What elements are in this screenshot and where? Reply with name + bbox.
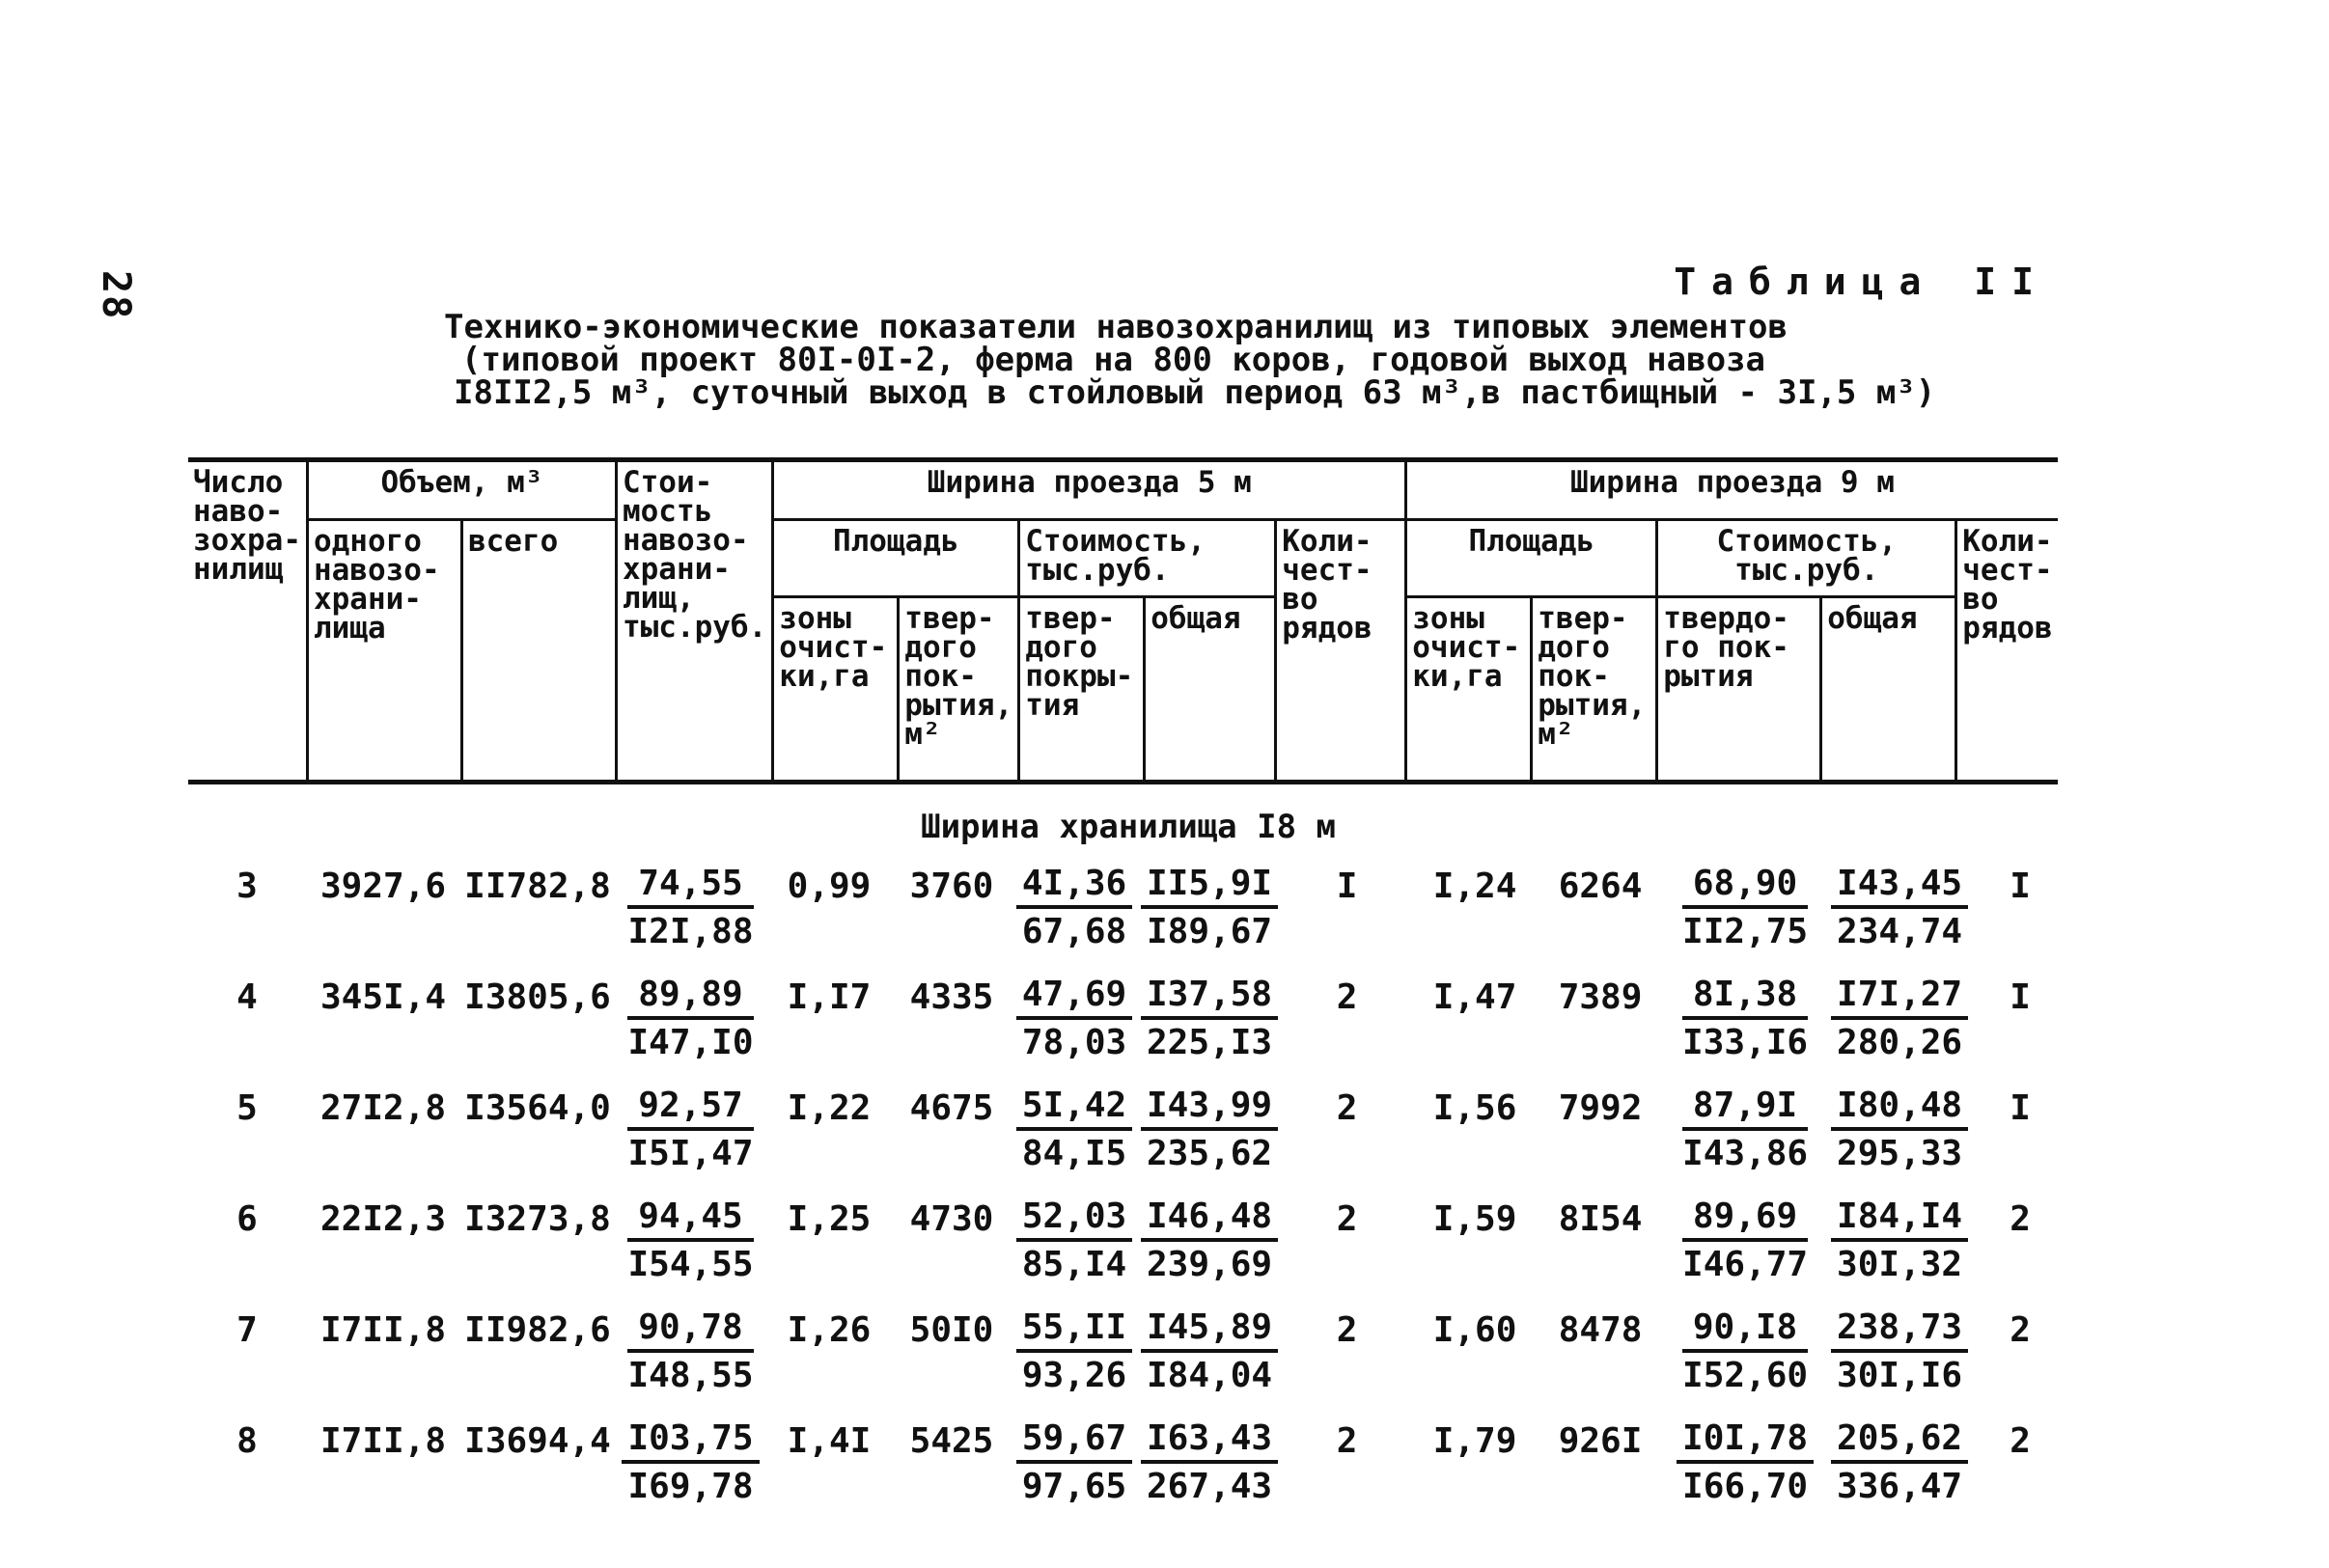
fraction-numerator: 55,II [1016,1307,1132,1353]
header-cost-5: Стоимость, тыс.руб. [1019,520,1276,597]
cell-zone5: 0,99 [787,867,872,906]
cell-fraction [1012,974,1137,1085]
cell-area9: 8478 [1558,1310,1643,1350]
fraction-denominator: 225,I3 [1147,1023,1273,1062]
cell-area9: 7992 [1558,1088,1643,1128]
fraction-denominator: I66,70 [1682,1467,1809,1506]
fraction-denominator: I54,55 [627,1245,754,1284]
fraction-numerator: 94,45 [627,1196,753,1242]
cell-fraction [615,974,766,1085]
cell-area9: 926I [1558,1421,1643,1461]
table-title [425,308,1950,412]
cell-fraction [1012,863,1137,974]
fraction-value [1682,1085,1808,1177]
fraction-value [1831,974,1968,1066]
cell-fraction [1827,1085,1972,1196]
fraction-numerator: 74,55 [627,863,753,909]
cell-zone5: I,I7 [787,977,872,1017]
fraction-denominator: I52,60 [1682,1356,1809,1395]
cell-zone9: I,79 [1432,1421,1517,1461]
cell-zone5: I,22 [787,1088,872,1128]
cell-fraction [1137,1085,1282,1196]
cell-rows9: 2 [2010,1421,2031,1461]
cell-all: I3564,0 [464,1088,611,1128]
cell-all: II982,6 [464,1310,611,1350]
cell-rows5: I [1336,867,1358,906]
fraction-numerator: I46,48 [1141,1196,1278,1242]
cell-rows9: I [2010,867,2031,906]
fraction-value [1682,1196,1808,1288]
fraction-denominator: 280,26 [1837,1023,1963,1062]
header-hard-area-9: твер-дого пок-рытия, м² [1532,597,1657,783]
fraction-value [1141,1307,1278,1399]
fraction-numerator: 87,9I [1682,1085,1808,1131]
fraction-numerator: 5I,42 [1016,1085,1132,1131]
cell-n: 6 [236,1199,258,1239]
header-cost-9: Стоимость, тыс.руб. [1657,520,1956,597]
cell-rows5: 2 [1336,1421,1358,1461]
fraction-numerator: I45,89 [1141,1307,1278,1353]
fraction-numerator: 238,73 [1831,1307,1968,1353]
fraction-value [1831,1307,1968,1399]
table-row [188,863,2068,974]
fraction-numerator: 68,90 [1682,863,1808,909]
fraction-denominator: 235,62 [1147,1134,1273,1173]
cell-rows9: I [2010,1088,2031,1128]
fraction-numerator: 90,I8 [1682,1307,1808,1353]
cell-fraction [1663,1417,1827,1528]
fraction-value [1682,1307,1808,1399]
fraction-numerator: 47,69 [1016,974,1132,1020]
fraction-value [1016,1196,1132,1288]
fraction-denominator: I69,78 [627,1467,754,1506]
fraction-denominator: 295,33 [1837,1134,1963,1173]
header-area-5: Площадь [773,520,1019,597]
cell-area9: 7389 [1558,977,1643,1017]
header-rows-5: Коли-чест-во рядов [1276,520,1406,783]
fraction-denominator: I84,04 [1147,1356,1273,1395]
fraction-value [1682,863,1808,955]
cell-n: 4 [236,977,258,1017]
cell-rows5: 2 [1336,1199,1358,1239]
table-row [188,1307,2068,1417]
fraction-denominator: I89,67 [1147,912,1273,951]
fraction-denominator: I47,I0 [627,1023,754,1062]
cell-fraction [615,863,766,974]
fraction-value [1831,1417,1968,1510]
fraction-value [1016,863,1132,955]
fraction-denominator: 93,26 [1021,1356,1127,1395]
fraction-value [1141,863,1278,955]
cell-area5: 5425 [909,1421,994,1461]
fraction-value [1677,1417,1814,1510]
fraction-numerator: I80,48 [1831,1085,1968,1131]
cell-fraction [615,1085,766,1196]
cell-fraction [615,1307,766,1417]
cell-area5: 4675 [909,1088,994,1128]
table-row [188,1085,2068,1196]
header-total-9: общая [1821,597,1956,783]
cell-fraction [1663,1085,1827,1196]
cell-fraction [1137,974,1282,1085]
cell-fraction [1827,1307,1972,1417]
header-hard-area-5: твер-дого пок-рытия, м² [899,597,1019,783]
fraction-denominator: II2,75 [1682,912,1809,951]
cell-n: 8 [236,1421,258,1461]
header-total-5: общая [1145,597,1276,783]
fraction-denominator: 239,69 [1147,1245,1273,1284]
fraction-denominator: I33,I6 [1682,1023,1809,1062]
fraction-numerator: 89,69 [1682,1196,1808,1242]
cell-fraction [1827,974,1972,1085]
fraction-numerator: 205,62 [1831,1417,1968,1464]
fraction-denominator: 78,03 [1021,1023,1127,1062]
cell-fraction [615,1417,766,1528]
fraction-value [1016,1417,1132,1510]
cell-n: 3 [236,867,258,906]
header-zone-9: зоны очист-ки,га [1406,597,1532,783]
fraction-numerator: I7I,27 [1831,974,1968,1020]
fraction-numerator: 89,89 [627,974,753,1020]
header-area-9: Площадь [1406,520,1657,597]
fraction-numerator: I43,99 [1141,1085,1278,1131]
fraction-numerator: I84,I4 [1831,1196,1968,1242]
cell-fraction [1827,1196,1972,1307]
cell-n: 5 [236,1088,258,1128]
cell-fraction [1827,1417,1972,1528]
header-volume-one: одного навозо-храни-лища [307,520,461,783]
cell-zone9: I,59 [1432,1199,1517,1239]
fraction-denominator: 30I,32 [1837,1245,1963,1284]
fraction-denominator: I46,77 [1682,1245,1809,1284]
fraction-denominator: 30I,I6 [1837,1356,1963,1395]
fraction-value [627,1307,753,1399]
fraction-numerator: I03,75 [622,1417,759,1464]
cell-rows9: 2 [2010,1199,2031,1239]
fraction-value [1016,974,1132,1066]
fraction-value [627,974,753,1066]
fraction-value [1141,1417,1278,1510]
fraction-denominator: I5I,47 [627,1134,754,1173]
cell-one: I7II,8 [319,1310,447,1350]
cell-fraction [615,1196,766,1307]
cell-zone5: I,4I [787,1421,872,1461]
cell-area9: 8I54 [1558,1199,1643,1239]
fraction-value [622,1417,759,1510]
cell-one: 3927,6 [319,867,447,906]
fraction-denominator: 97,65 [1021,1467,1127,1506]
cell-rows9: 2 [2010,1310,2031,1350]
fraction-numerator: 52,03 [1016,1196,1132,1242]
fraction-numerator: I63,43 [1141,1417,1278,1464]
header-cost: Стои-мость навозо-храни-лищ, тыс.руб. [616,460,772,783]
cell-all: I3805,6 [464,977,611,1017]
fraction-value [1682,974,1808,1066]
cell-one: 22I2,3 [319,1199,447,1239]
header-width-5: Ширина проезда 5 м [773,460,1406,520]
fraction-denominator: 85,I4 [1021,1245,1127,1284]
cell-one: 27I2,8 [319,1088,447,1128]
fraction-denominator: 267,43 [1147,1467,1273,1506]
section-title: Ширина хранилища I8 м [921,808,1336,846]
fraction-value [627,1196,753,1288]
title-line-1: Технико-экономические показатели навозохранилищ из типовых элементов [444,308,1788,346]
cell-one: 345I,4 [319,977,447,1017]
fraction-numerator: 4I,36 [1016,863,1132,909]
cell-rows9: I [2010,977,2031,1017]
fraction-value [627,1085,753,1177]
table-header [188,457,2058,784]
cell-fraction [1663,974,1827,1085]
cell-fraction [1663,1196,1827,1307]
fraction-denominator: I43,86 [1682,1134,1809,1173]
header-hard-cost-5: твер-дого покры-тия [1019,597,1145,783]
cell-zone5: I,26 [787,1310,872,1350]
fraction-numerator: I43,45 [1831,863,1968,909]
fraction-denominator: 336,47 [1837,1467,1963,1506]
cell-all: I3273,8 [464,1199,611,1239]
title-line-3: I8II2,5 м³, суточный выход в стойловый период 63 м³,в пастбищный - 3I,5 м³) [454,373,1936,412]
fraction-numerator: I37,58 [1141,974,1278,1020]
cell-one: I7II,8 [319,1421,447,1461]
header-volume-total: всего [461,520,616,783]
fraction-value [1016,1085,1132,1177]
fraction-denominator: I48,55 [627,1356,754,1395]
fraction-value [1141,1085,1278,1177]
fraction-value [627,863,753,955]
cell-zone9: I,47 [1432,977,1517,1017]
cell-area5: 4730 [909,1199,994,1239]
cell-rows5: 2 [1336,977,1358,1017]
fraction-value [1016,1307,1132,1399]
header-volume: Объем, м³ [307,460,616,520]
fraction-denominator: 234,74 [1837,912,1963,951]
fraction-value [1141,1196,1278,1288]
fraction-value [1831,1085,1968,1177]
cell-fraction [1137,1307,1282,1417]
header-width-9: Ширина проезда 9 м [1406,460,2058,520]
fraction-value [1141,974,1278,1066]
table-row [188,1417,2068,1528]
cell-area5: 3760 [909,867,994,906]
cell-area5: 4335 [909,977,994,1017]
fraction-numerator: 8I,38 [1682,974,1808,1020]
cell-fraction [1137,1196,1282,1307]
cell-zone9: I,56 [1432,1088,1517,1128]
cell-rows5: 2 [1336,1088,1358,1128]
cell-fraction [1012,1196,1137,1307]
table-label: Таблица II [1674,261,2049,303]
table-row [188,974,2068,1085]
title-line-2: (типовой проект 80I-0I-2, ферма на 800 коров, годовой выход навоза [461,341,1766,379]
cell-n: 7 [236,1310,258,1350]
cell-zone9: I,24 [1432,867,1517,906]
fraction-numerator: 59,67 [1016,1417,1132,1464]
cell-fraction [1663,863,1827,974]
page-number: 28 [94,270,138,321]
fraction-numerator: II5,9I [1141,863,1278,909]
cell-fraction [1137,863,1282,974]
cell-area5: 50I0 [909,1310,994,1350]
header-hard-cost-9: твердо-го пок-рытия [1657,597,1821,783]
fraction-value [1831,1196,1968,1288]
cell-fraction [1827,863,1972,974]
cell-fraction [1012,1085,1137,1196]
fraction-numerator: I0I,78 [1677,1417,1814,1464]
table-body [188,803,2068,1528]
fraction-value [1831,863,1968,955]
cell-fraction [1663,1307,1827,1417]
fraction-denominator: I2I,88 [627,912,754,951]
cell-area9: 6264 [1558,867,1643,906]
cell-fraction [1137,1417,1282,1528]
cell-fraction [1012,1307,1137,1417]
header-count: Число наво-зохра-нилищ [193,465,301,587]
fraction-denominator: 67,68 [1021,912,1127,951]
cell-zone9: I,60 [1432,1310,1517,1350]
header-rows-9: Коли-чест-во рядов [1956,520,2058,783]
header-zone-5: зоны очист-ки,га [773,597,899,783]
cell-all: II782,8 [464,867,611,906]
cell-fraction [1012,1417,1137,1528]
cell-zone5: I,25 [787,1199,872,1239]
cell-all: I3694,4 [464,1421,611,1461]
fraction-denominator: 84,I5 [1021,1134,1127,1173]
cell-rows5: 2 [1336,1310,1358,1350]
fraction-numerator: 90,78 [627,1307,753,1353]
fraction-numerator: 92,57 [627,1085,753,1131]
table-row [188,1196,2068,1307]
